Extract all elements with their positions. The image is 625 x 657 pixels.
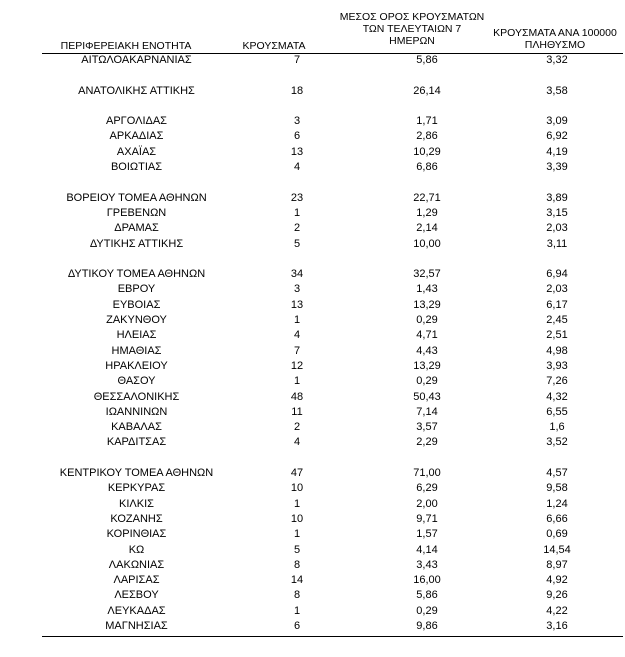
header-region-label: ΠΕΡΙΦΕΡΕΙΑΚΗ ΕΝΟΤΗΤΑ [60,40,192,52]
per100k-cell: 3,89 [546,191,568,204]
table-row [42,84,623,99]
per100k-cell: 6,92 [546,130,568,143]
region-cell: ΖΑΚΥΝΘΟΥ [106,314,167,327]
per100k-cell: 14,54 [543,543,571,556]
header-cases [228,40,320,52]
region-cell: ΛΑΚΩΝΙΑΣ [108,558,165,571]
cases-cell: 1 [293,375,301,388]
avg7-cell: 1,43 [416,283,438,296]
region-cell: ΑΙΤΩΛΟΑΚΑΡΝΑΝΙΑΣ [81,54,192,66]
per100k-cell: 9,58 [546,482,568,495]
header-per100k-line2: ΠΛΗΘΥΣΜΟ [524,39,586,51]
table-row [42,481,623,496]
cases-cell: 10 [290,512,304,525]
header-avg7-line3: ΗΜΕΡΩΝ [389,35,435,47]
per100k-cell: 3,15 [546,206,568,219]
region-cell: ΔΡΑΜΑΣ [114,222,159,235]
region-cell: ΓΡΕΒΕΝΩΝ [106,206,167,219]
spacer-row [42,451,623,466]
avg7-cell: 9,71 [416,512,438,525]
table-row [42,497,623,512]
per100k-cell: 4,98 [546,344,568,357]
avg7-cell: 3,57 [416,421,438,434]
table-row [42,588,623,603]
header-avg7-line2: ΤΩΝ ΤΕΛΕΥΤΑΙΩΝ 7 [362,23,462,35]
table-row [42,53,623,68]
cases-cell: 3 [293,283,301,296]
region-cell: ΑΡΓΟΛΙΔΑΣ [106,115,167,128]
per100k-cell: 6,66 [546,512,568,525]
avg7-cell: 5,86 [416,589,438,602]
avg7-cell: 9,86 [416,619,438,632]
cases-cell: 10 [290,482,304,495]
table-row [42,527,623,542]
region-cell: ΛΕΣΒΟΥ [114,589,159,602]
avg7-cell: 13,29 [413,359,441,372]
header-per100k-line1: ΚΡΟΥΣΜΑΤΑ ΑΝΑ 100000 [493,27,617,39]
region-cell: ΗΛΕΙΑΣ [116,329,157,342]
region-cell: ΔΥΤΙΚΗΣ ΑΤΤΙΚΗΣ [89,237,184,250]
region-cell: ΒΟΙΩΤΙΑΣ [110,161,163,174]
table-row [42,237,623,252]
region-cell: ΚΟΖΑΝΗΣ [110,512,163,525]
region-cell: ΑΡΚΑΔΙΑΣ [109,130,164,143]
region-cell: ΔΥΤΙΚΟΥ ΤΟΜΕΑ ΑΘΗΝΩΝ [67,268,206,281]
avg7-cell: 10,29 [413,145,441,158]
spacer-row [42,68,623,83]
per100k-cell: 6,94 [546,268,568,281]
avg7-cell: 1,71 [416,115,438,128]
region-cell: ΚΙΛΚΙΣ [119,497,154,510]
cases-cell: 1 [293,206,301,219]
cases-cell: 2 [293,421,301,434]
region-cell: ΒΟΡΕΙΟΥ ΤΟΜΕΑ ΑΘΗΝΩΝ [66,191,207,204]
table-row [42,604,623,619]
region-cell: ΘΕΣΣΑΛΟΝΙΚΗΣ [93,390,180,403]
table-row [42,420,623,435]
table-row [42,328,623,343]
avg7-cell: 7,14 [416,405,438,418]
cases-cell: 11 [291,405,303,418]
table-row [42,114,623,129]
cases-cell: 13 [290,145,304,158]
table-row [42,359,623,374]
table-row [42,206,623,221]
table-row [42,543,623,558]
avg7-cell: 2,14 [416,222,438,235]
cases-cell: 1 [293,604,301,617]
avg7-cell: 3,43 [416,558,438,571]
region-cell: ΗΡΑΚΛΕΙΟΥ [105,359,168,372]
cases-table-body [42,53,623,634]
table-row [42,512,623,527]
per100k-cell: 7,26 [546,375,568,388]
per100k-cell: 8,97 [546,558,568,571]
per100k-cell: 3,93 [546,359,568,372]
per100k-cell: 2,45 [546,314,568,327]
cases-cell: 12 [290,359,304,372]
spacer-cell [42,252,623,267]
region-cell: ΚΕΝΤΡΙΚΟΥ ΤΟΜΕΑ ΑΘΗΝΩΝ [59,467,214,480]
per100k-cell: 3,16 [546,619,568,632]
region-cell: ΚΑΒΑΛΑΣ [111,421,162,434]
region-cell: ΚΩ [128,543,145,556]
cases-cell: 6 [293,619,301,632]
region-cell: ΗΜΑΘΙΑΣ [111,344,162,357]
avg7-cell: 2,00 [416,497,438,510]
table-row [42,344,623,359]
avg7-cell: 4,43 [416,344,438,357]
cases-cell: 4 [293,161,301,174]
table-row [42,282,623,297]
cases-cell: 3 [293,115,301,128]
avg7-cell: 2,86 [416,130,438,143]
cases-cell: 4 [293,436,301,449]
cases-cell: 47 [290,467,304,480]
per100k-cell: 3,58 [546,84,568,97]
avg7-cell: 26,14 [413,84,441,97]
table-row [42,160,623,175]
cases-cell: 23 [290,191,304,204]
table-row [42,221,623,236]
per100k-cell: 6,17 [546,298,568,311]
per100k-cell: 4,19 [546,145,568,158]
cases-cell: 8 [293,589,301,602]
per100k-cell: 3,32 [546,54,568,66]
table-row [42,619,623,634]
per100k-cell: 9,26 [546,589,568,602]
cases-cell: 1 [293,497,301,510]
avg7-cell: 6,29 [416,482,438,495]
region-cell: ΕΥΒΟΙΑΣ [112,298,161,311]
region-cell: ΑΝΑΤΟΛΙΚΗΣ ΑΤΤΙΚΗΣ [78,84,195,97]
region-cell: ΙΩΑΝΝΙΝΩΝ [105,405,168,418]
header-cases-label: ΚΡΟΥΣΜΑΤΑ [242,40,306,52]
region-cell: ΛΑΡΙΣΑΣ [113,574,160,587]
avg7-cell: 71,00 [413,467,441,480]
per100k-cell: 3,11 [546,237,568,250]
region-cell: ΚΑΡΔΙΤΣΑΣ [106,436,167,449]
avg7-cell: 6,86 [416,161,438,174]
table-row [42,405,623,420]
table-row [42,466,623,481]
spacer-cell [42,99,623,114]
per100k-cell: 4,92 [546,574,568,587]
avg7-cell: 13,29 [413,298,441,311]
region-cell: ΚΟΡΙΝΘΙΑΣ [106,528,167,541]
avg7-cell: 4,14 [416,543,438,556]
table-row [42,267,623,282]
cases-cell: 5 [293,237,301,250]
cases-cell: 1 [293,528,301,541]
per100k-cell: 1,24 [546,497,568,510]
per100k-cell: 3,39 [546,161,568,174]
spacer-row [42,99,623,114]
spacer-cell [42,68,623,83]
cases-cell: 34 [290,268,304,281]
per100k-cell: 2,03 [546,283,568,296]
region-cell: ΑΧΑΪΑΣ [116,145,157,158]
avg7-cell: 0,29 [416,314,438,327]
table-row [42,191,623,206]
table-row [42,374,623,389]
avg7-cell: 50,43 [413,390,441,403]
spacer-row [42,252,623,267]
avg7-cell: 0,29 [416,375,438,388]
table-row [42,145,623,160]
region-cell: ΜΑΓΝΗΣΙΑΣ [105,619,168,632]
cases-cell: 13 [290,298,304,311]
cases-cell: 14 [290,574,304,587]
spacer-cell [42,451,623,466]
per100k-cell: 2,03 [546,222,568,235]
region-cell: ΕΒΡΟΥ [117,283,156,296]
avg7-cell: 32,57 [413,268,441,281]
avg7-cell: 2,29 [416,436,438,449]
header-region [28,40,224,52]
cases-cell: 2 [293,222,301,235]
avg7-cell: 1,29 [416,206,438,219]
region-cell: ΘΑΣΟΥ [117,375,156,388]
per100k-cell: 4,22 [546,604,568,617]
table-row [42,390,623,405]
table-row [42,435,623,450]
spacer-cell [42,175,623,190]
cases-cell: 4 [293,329,301,342]
cases-cell: 1 [293,314,301,327]
avg7-cell: 1,57 [416,528,438,541]
avg7-cell: 0,29 [416,604,438,617]
table-row [42,558,623,573]
avg7-cell: 16,00 [413,574,441,587]
cases-cell: 7 [293,54,301,66]
table-row [42,313,623,328]
per100k-cell: 4,32 [546,390,568,403]
region-cell: ΚΕΡΚΥΡΑΣ [107,482,166,495]
per100k-cell: 2,51 [546,329,568,342]
per100k-cell: 4,57 [546,467,568,480]
header-avg7 [330,11,494,47]
region-cell: ΛΕΥΚΑΔΑΣ [107,604,166,617]
per100k-cell: 3,09 [546,115,568,128]
cases-cell: 48 [290,390,304,403]
table-row [42,298,623,313]
table-row [42,129,623,144]
cases-cell: 7 [293,344,301,357]
avg7-cell: 22,71 [413,191,441,204]
avg7-cell: 5,86 [416,54,438,66]
table-row [42,573,623,588]
per100k-cell: 0,69 [546,528,568,541]
per100k-cell: 3,52 [546,436,568,449]
spacer-row [42,175,623,190]
header-per100k [484,27,625,51]
table-bottom-divider [42,636,623,637]
cases-cell: 6 [293,130,301,143]
cases-cell: 5 [293,543,301,556]
per100k-cell: 1,6 [549,421,565,434]
avg7-cell: 4,71 [416,329,438,342]
cases-cell: 8 [293,558,301,571]
avg7-cell: 10,00 [413,237,441,250]
cases-table [42,53,623,634]
header-avg7-line1: ΜΕΣΟΣ ΟΡΟΣ ΚΡΟΥΣΜΑΤΩΝ [339,11,485,23]
cases-cell: 18 [290,84,304,97]
per100k-cell: 6,55 [546,405,568,418]
